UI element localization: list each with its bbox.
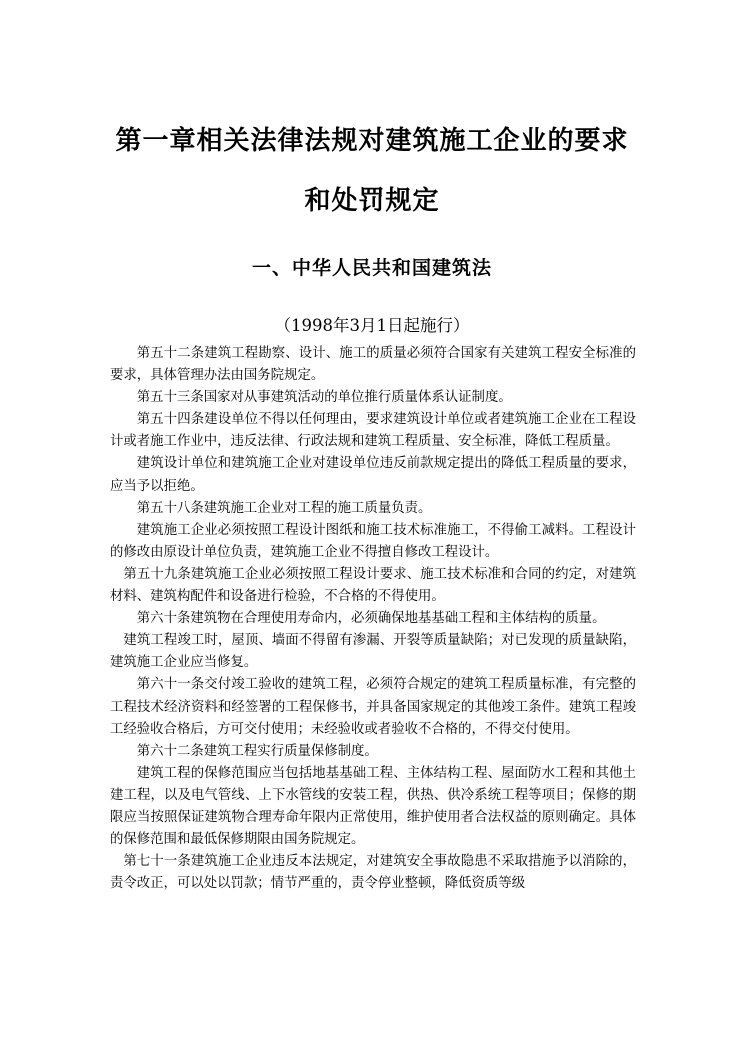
- paragraph-article-62-cont: 建筑工程的保修范围应当包括地基基础工程、主体结构工程、屋面防水工程和其他土建工程，以及电气管线、上下水管线的安装工程，供热、供冷系统工程等项目；保修的期限应当按照保证建筑物合理寿命年限内正常使用，维护使用者合法权益的原则确定。具体的保修范围和最低保修期限由国务院规定。: [110, 765, 636, 848]
- effective-date: （1998年3月1日起施行）: [274, 316, 470, 335]
- chapter-title-line-1: 第一章相关法律法规对建筑施工企业的要求: [115, 126, 629, 156]
- paragraph-article-62: 第六十二条建筑工程实行质量保修制度。: [136, 743, 378, 759]
- paragraph-article-61: 第六十一条交付竣工验收的建筑工程，必须符合规定的建筑工程质量标准，有完整的工程技术经济资料和经签署的工程保修书，并具备国家规定的其他竣工条件。建筑工程竣工经验收合格后，方可交付使用；未经验收或者验收不合格的，不得交付使用。: [110, 677, 636, 737]
- paragraph-article-59: 第五十九条建筑施工企业必须按照工程设计要求、施工技术标准和合同的约定，对建筑材料、建筑构配件和设备进行检验，不合格的不得使用。: [110, 566, 636, 605]
- paragraph-article-54-cont: 建筑设计单位和建筑施工企业对建设单位违反前款规定提出的降低工程质量的要求，应当予以拒绝。: [110, 456, 636, 494]
- paragraph-article-52: 第五十二条建筑工程勘察、设计、施工的质量必须符合国家有关建筑工程安全标准的要求，具体管理办法由国务院规定。: [110, 346, 636, 384]
- paragraph-article-54: 第五十四条建设单位不得以任何理由，要求建筑设计单位或者建筑施工企业在工程设计或者施工作业中，违反法律、行政法规和建筑工程质量、安全标准，降低工程质量。: [110, 412, 636, 450]
- document-body: [110, 343, 636, 895]
- chapter-title-line-2: 和处罚规定: [304, 186, 440, 216]
- paragraph-article-60: 第六十条建筑物在合理使用寿命内，必须确保地基基础工程和主体结构的质量。: [136, 611, 606, 627]
- paragraph-article-53: 第五十三条国家对从事建筑活动的单位推行质量体系认证制度。: [136, 390, 512, 406]
- section-heading: 一、中华人民共和国建筑法: [251, 257, 492, 279]
- paragraph-article-60-cont: 建筑工程竣工时，屋顶、墙面不得留有渗漏、开裂等质量缺陷；对已发现的质量缺陷，建筑施工企业应当修复。: [110, 633, 636, 671]
- paragraph-article-58: 第五十八条建筑施工企业对工程的施工质量负责。: [136, 500, 432, 516]
- paragraph-article-58-cont: 建筑施工企业必须按照工程设计图纸和施工技术标准施工，不得偷工减料。工程设计的修改由原设计单位负责，建筑施工企业不得擅自修改工程设计。: [110, 522, 636, 560]
- paragraph-article-71: 第七十一条建筑施工企业违反本法规定，对建筑安全事故隐患不采取措施予以消除的，责令改正，可以处以罚款；情节严重的，责令停业整顿，降低资质等级: [110, 854, 636, 892]
